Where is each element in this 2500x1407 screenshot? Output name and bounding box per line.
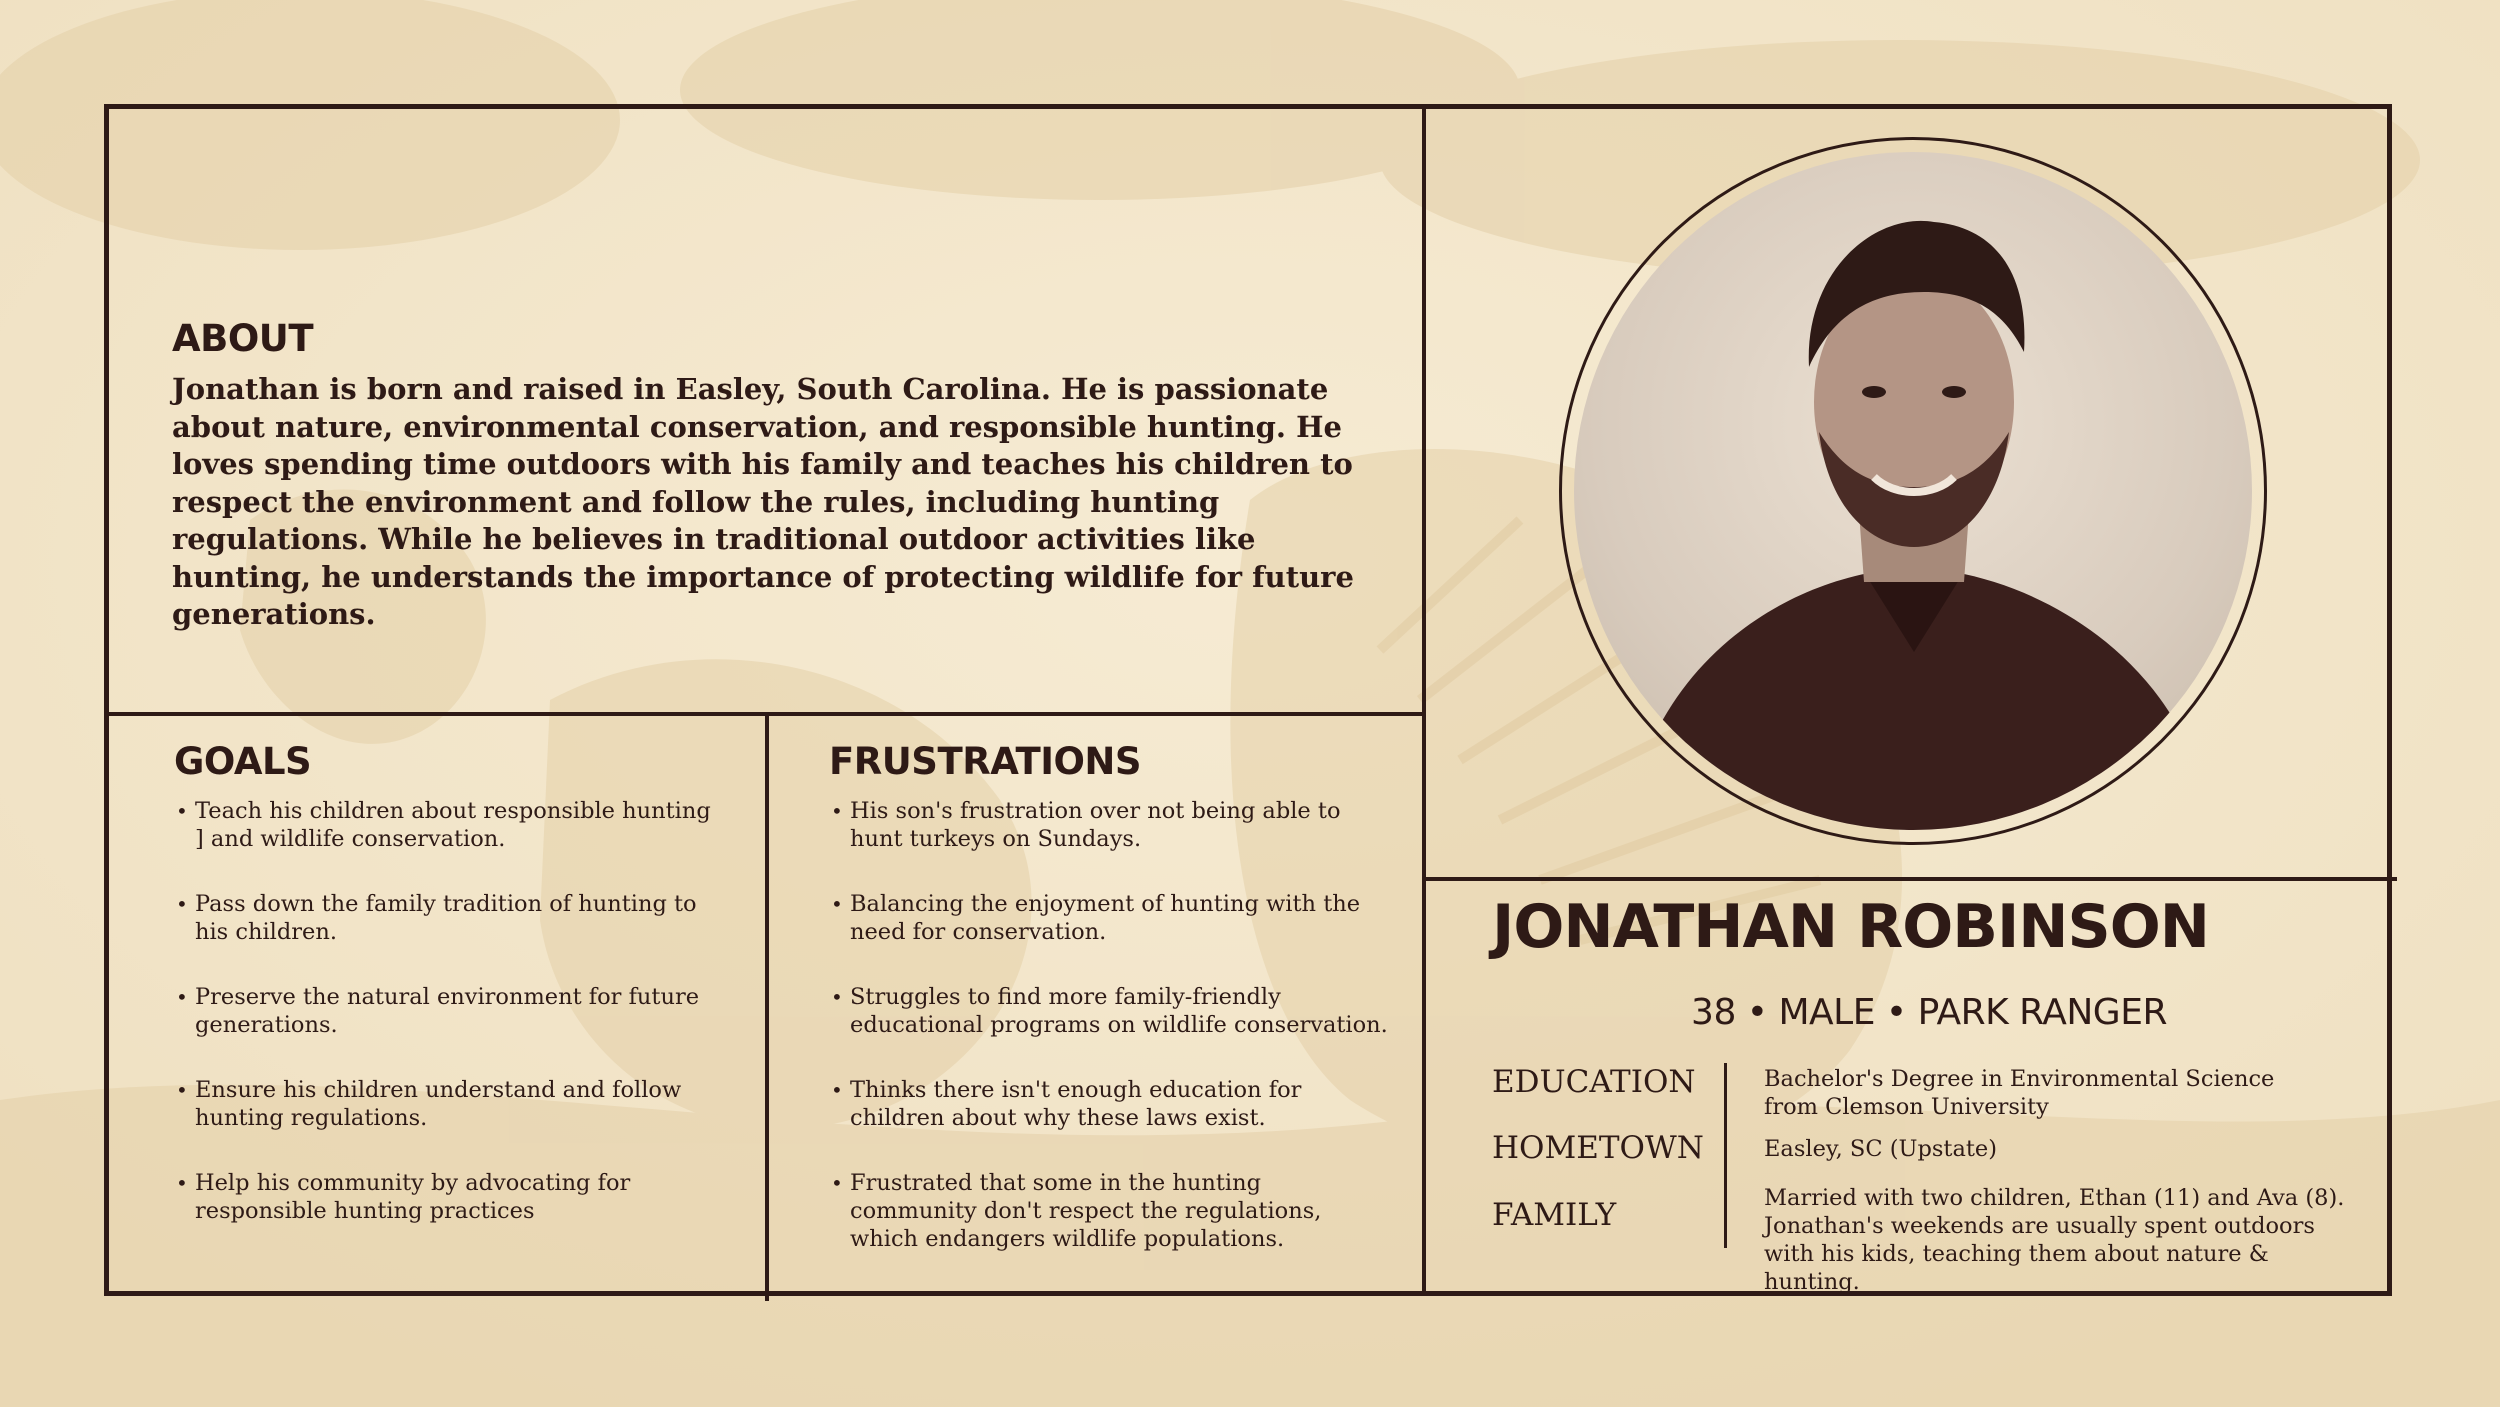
goal-item: • Ensure his children understand and follow hunting regulations.	[176, 1076, 716, 1132]
details-divider	[1724, 1063, 1727, 1248]
goal-item: • Pass down the family tradition of hunting to his children.	[176, 890, 716, 946]
goals-heading: GOALS	[174, 740, 312, 783]
persona-name: JONATHAN ROBINSON	[1492, 892, 2209, 962]
person-portrait-icon	[1574, 152, 2252, 830]
goal-item: • Help his community by advocating for responsible hunting practices	[176, 1169, 716, 1225]
frustrations-list	[831, 797, 1391, 1290]
persona-meta: 38 • MALE • PARK RANGER	[1691, 992, 2167, 1033]
goal-item: • Teach his children about responsible hunting ] and wildlife conservation.	[176, 797, 716, 853]
frustration-item: • Thinks there isn't enough education for children about why these laws exist.	[831, 1076, 1391, 1132]
about-heading: ABOUT	[172, 317, 314, 360]
frustration-item: • Struggles to find more family-friendly educational programs on wildlife conservation.	[831, 983, 1391, 1039]
education-value: Bachelor's Degree in Environmental Science from Clemson University	[1764, 1066, 2275, 1120]
education-label: EDUCATION	[1492, 1064, 1696, 1100]
portrait-photo	[1574, 152, 2252, 830]
frustrations-heading: FRUSTRATIONS	[829, 740, 1142, 783]
goal-item: • Preserve the natural environment for future generations.	[176, 983, 716, 1039]
frustration-item: • His son's frustration over not being able to hunt turkeys on Sundays.	[831, 797, 1391, 853]
frustration-item: • Frustrated that some in the hunting community don't respect the regulations, which endangers wildlife populations.	[831, 1169, 1391, 1253]
family-value: Married with two children, Ethan (11) and Ava (8). Jonathan's weekends are usually spent outdoors with his kids, teaching them about nature & hunting.	[1764, 1185, 2345, 1295]
divider	[765, 716, 769, 1301]
frustration-item: • Balancing the enjoyment of hunting with the need for conservation.	[831, 890, 1391, 946]
hometown-value: Easley, SC (Upstate)	[1764, 1136, 1997, 1162]
hometown-label: HOMETOWN	[1492, 1130, 1704, 1166]
about-text: Jonathan is born and raised in Easley, South Carolina. He is passionate about nature, environmental conservation, and responsible hunting. He loves spending time outdoors with his family and teaches his children to respect the environment and follow the rules, including hunting regulations. While he believes in traditional outdoor activities like hunting, he understands the importance of protecting wildlife for future generations.	[172, 372, 1354, 631]
goals-list	[176, 797, 716, 1262]
persona-card	[104, 104, 2392, 1296]
divider	[1426, 877, 2397, 881]
divider	[1422, 109, 1426, 1291]
portrait-frame	[1559, 137, 2267, 845]
family-label: FAMILY	[1492, 1197, 1617, 1233]
